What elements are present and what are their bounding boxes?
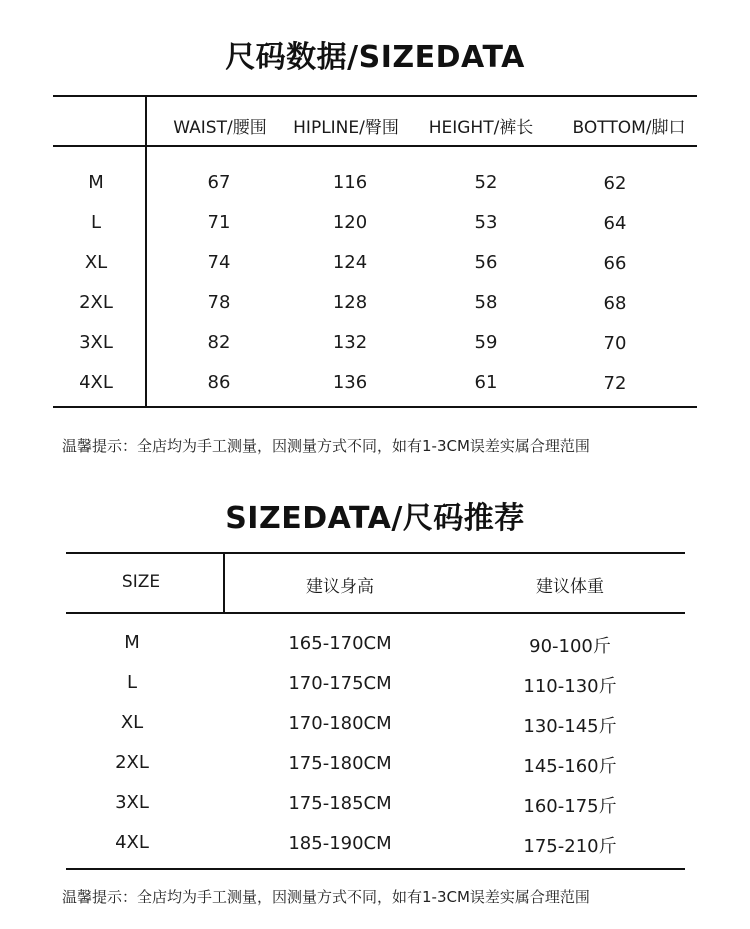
table2-header-divider — [223, 553, 225, 613]
table1-top-rule — [53, 95, 697, 97]
bottom-cell: 64 — [603, 213, 627, 234]
height-cell: 53 — [474, 212, 498, 233]
size-cell: XL — [120, 712, 144, 733]
table1-header-rule — [53, 145, 697, 147]
table2-title: SIZEDATA/尺码推荐 — [225, 501, 525, 536]
size-cell: L — [90, 212, 102, 233]
size-cell: 4XL — [115, 832, 149, 853]
size-cell: M — [88, 172, 104, 193]
height-cell: 59 — [474, 332, 498, 353]
height-range-cell: 165-170CM — [288, 633, 392, 654]
hipline-cell: 136 — [332, 372, 368, 393]
height-cell: 61 — [474, 372, 498, 393]
size-cell: 4XL — [79, 372, 113, 393]
hipline-cell: 116 — [332, 172, 368, 193]
hipline-cell: 128 — [332, 292, 368, 313]
header-bottom: BOTTOM/脚口 — [572, 118, 686, 138]
size-cell: 3XL — [79, 332, 113, 353]
header-size: SIZE — [121, 572, 161, 592]
waist-cell: 78 — [207, 292, 231, 313]
table1-title: 尺码数据/SIZEDATA — [225, 40, 525, 75]
measurement-note: 温馨提示：全店均为手工测量，因测量方式不同，如有1-3CM误差实属合理范围 — [62, 888, 590, 906]
table1-column-divider — [145, 96, 147, 407]
waist-cell: 82 — [207, 332, 231, 353]
bottom-cell: 70 — [603, 333, 627, 354]
waist-cell: 86 — [207, 372, 231, 393]
header-waist: WAIST/腰围 — [173, 118, 267, 138]
measurement-note: 温馨提示：全店均为手工测量，因测量方式不同，如有1-3CM误差实属合理范围 — [62, 437, 590, 455]
height-range-cell: 170-175CM — [288, 673, 392, 694]
height-range-cell: 185-190CM — [288, 833, 392, 854]
weight-range-cell: 175-210斤 — [523, 836, 617, 857]
weight-range-cell: 130-145斤 — [523, 716, 617, 737]
header-recommended-weight: 建议体重 — [536, 577, 604, 597]
size-cell: 3XL — [115, 792, 149, 813]
header-height: HEIGHT/裤长 — [428, 118, 534, 138]
header-hipline: HIPLINE/臀围 — [293, 118, 399, 138]
weight-range-cell: 160-175斤 — [523, 796, 617, 817]
waist-cell: 71 — [207, 212, 231, 233]
bottom-cell: 72 — [603, 373, 627, 394]
table2-header-rule — [66, 612, 685, 614]
hipline-cell: 120 — [332, 212, 368, 233]
weight-range-cell: 110-130斤 — [523, 676, 617, 697]
size-cell: 2XL — [115, 752, 149, 773]
waist-cell: 74 — [207, 252, 231, 273]
height-range-cell: 170-180CM — [288, 713, 392, 734]
weight-range-cell: 90-100斤 — [529, 636, 611, 657]
size-cell: XL — [84, 252, 108, 273]
height-cell: 56 — [474, 252, 498, 273]
table2-top-rule — [66, 552, 685, 554]
height-range-cell: 175-185CM — [288, 793, 392, 814]
size-cell: M — [124, 632, 140, 653]
bottom-cell: 66 — [603, 253, 627, 274]
hipline-cell: 124 — [332, 252, 368, 273]
header-recommended-height: 建议身高 — [306, 577, 374, 597]
table1-bottom-rule — [53, 406, 697, 408]
height-range-cell: 175-180CM — [288, 753, 392, 774]
bottom-cell: 68 — [603, 293, 627, 314]
hipline-cell: 132 — [332, 332, 368, 353]
size-cell: 2XL — [79, 292, 113, 313]
waist-cell: 67 — [207, 172, 231, 193]
bottom-cell: 62 — [603, 173, 627, 194]
height-cell: 58 — [474, 292, 498, 313]
weight-range-cell: 145-160斤 — [523, 756, 617, 777]
height-cell: 52 — [474, 172, 498, 193]
size-cell: L — [126, 672, 138, 693]
table2-bottom-rule — [66, 868, 685, 870]
